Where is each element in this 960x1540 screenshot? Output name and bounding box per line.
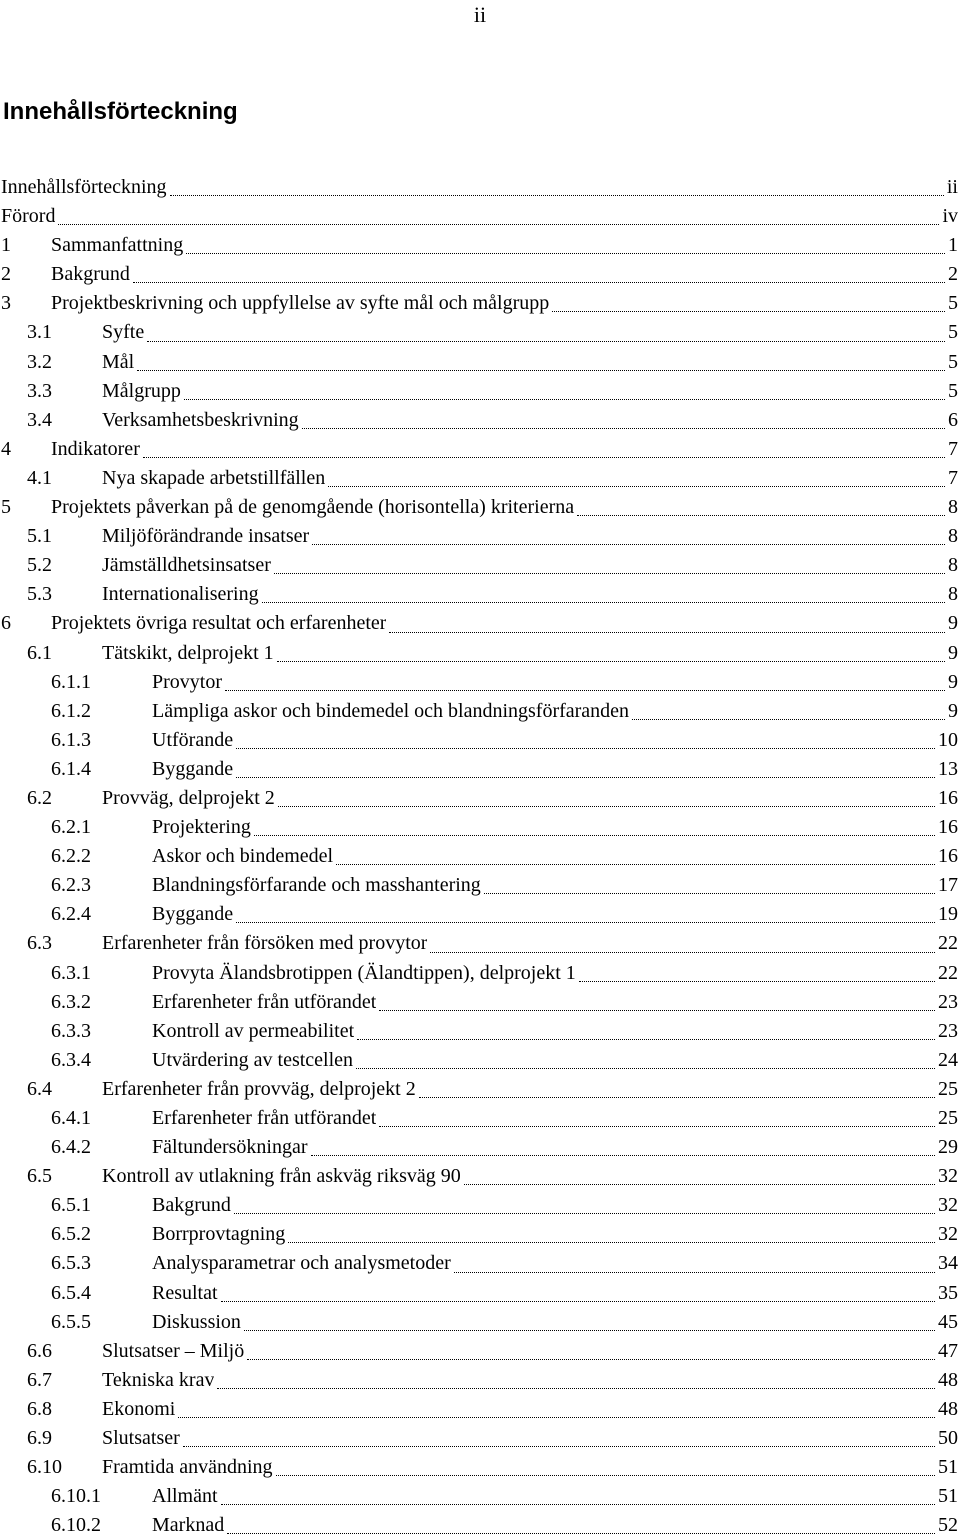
toc-entry-title: Syfte [102,321,145,344]
toc-entry[interactable] [0,784,958,813]
toc-entry[interactable] [0,1511,958,1540]
toc-entry-page: 17 [938,874,958,897]
toc-entry[interactable] [0,318,958,347]
toc-entry[interactable] [0,289,958,318]
toc-entry-title: Projektets övriga resultat och erfarenheter [51,612,387,635]
toc-entry-page: 50 [938,1427,958,1450]
toc-entry-title: Analysparametrar och analysmetoder [152,1252,451,1275]
toc-entry-page: 10 [938,728,958,751]
toc-dot-leader [147,341,945,342]
toc-entry-number: 6.5.3 [51,1252,91,1275]
toc-entry[interactable] [0,464,958,493]
toc-dot-leader [178,1417,935,1418]
toc-entry-title: Blandningsförfarande och masshantering [152,874,481,897]
toc-entry-number: 6.5.4 [51,1281,91,1304]
toc-entry[interactable] [0,1279,958,1308]
toc-dot-leader [579,981,935,982]
toc-entry-number: 6.2.4 [51,903,91,926]
page-title: Innehållsförteckning [3,98,238,125]
toc-dot-leader [328,486,945,487]
toc-entry-page: 9 [948,641,958,664]
toc-entry[interactable] [0,522,958,551]
toc-entry-title: Diskussion [152,1310,241,1333]
toc-entry-number: 6 [1,612,11,635]
toc-entry-title: Provytor [152,670,222,693]
toc-entry-page: 8 [948,583,958,606]
toc-entry-page: 16 [938,845,958,868]
toc-entry-number: 6.3.1 [51,961,91,984]
toc-dot-leader [464,1184,935,1185]
toc-dot-leader [170,195,944,196]
toc-entry-title: Utförande [152,728,234,751]
toc-entry-page: 13 [938,757,958,780]
toc-entry[interactable] [0,406,958,435]
toc-entry[interactable] [0,1337,958,1366]
toc-entry-number: 6.3 [27,932,52,955]
toc-entry-title: Tätskikt, delprojekt 1 [102,641,274,664]
toc-entry-title: Provyta Älandsbrotippen (Älandtippen), delprojekt 1 [152,961,576,984]
toc-entry-title: Lämpliga askor och bindemedel och blandningsförfaranden [152,699,630,722]
toc-entry-page: 5 [948,321,958,344]
toc-entry-title: Byggande [152,903,234,926]
toc-entry-title: Askor och bindemedel [152,845,334,868]
toc-dot-leader [221,1504,935,1505]
toc-entry-title: Mål [102,350,135,373]
toc-entry-number: 5.3 [27,583,52,606]
toc-entry-number: 6.10.1 [51,1485,101,1508]
toc-entry-title: Projektets påverkan på de genomgående (horisontella) kriterierna [51,496,575,519]
toc-entry-page: 35 [938,1281,958,1304]
toc-entry-title: Framtida användning [102,1456,273,1479]
toc-entry-number: 3.3 [27,379,52,402]
toc-entry-number: 6.1.3 [51,728,91,751]
toc-entry-title: Projektering [152,816,251,839]
toc-entry[interactable] [0,1249,958,1278]
toc-dot-leader [225,690,945,691]
toc-entry[interactable] [0,1104,958,1133]
toc-entry-page: 8 [948,554,958,577]
toc-entry-page: iv [942,205,958,228]
toc-entry-page: 22 [938,932,958,955]
toc-entry[interactable] [0,1366,958,1395]
toc-entry-page: 23 [938,1019,958,1042]
toc-entry-number: 6.6 [27,1339,52,1362]
toc-dot-leader [236,748,935,749]
toc-entry-number: 6.1 [27,641,52,664]
toc-entry[interactable] [0,1133,958,1162]
toc-entry-number: 5.1 [27,525,52,548]
toc-entry-page: 23 [938,990,958,1013]
toc-entry[interactable] [0,348,958,377]
toc-entry-page: 24 [938,1048,958,1071]
toc-entry-page: 48 [938,1368,958,1391]
toc-entry-page: 16 [938,786,958,809]
toc-entry[interactable] [0,988,958,1017]
toc-entry[interactable] [0,1191,958,1220]
toc-entry-page: 47 [938,1339,958,1362]
toc-dot-leader [379,1010,935,1011]
toc-entry-title: Resultat [152,1281,218,1304]
toc-entry-page: 45 [938,1310,958,1333]
toc-entry[interactable] [0,1075,958,1104]
toc-entry[interactable] [0,755,958,784]
toc-entry[interactable] [0,871,958,900]
toc-dot-leader [184,399,945,400]
toc-entry-title: Bakgrund [51,263,130,286]
toc-entry-title: Utvärdering av testcellen [152,1048,354,1071]
toc-dot-leader [277,661,945,662]
toc-entry[interactable] [0,1395,958,1424]
toc-dot-leader [454,1272,935,1273]
toc-entry-title: Kontroll av permeabilitet [152,1019,355,1042]
toc-entry-title: Sammanfattning [51,234,184,257]
toc-entry[interactable] [0,726,958,755]
toc-entry-page: 34 [938,1252,958,1275]
toc-dot-leader [389,632,945,633]
toc-entry-number: 6.3.4 [51,1048,91,1071]
toc-dot-leader [278,806,935,807]
toc-entry-page: 9 [948,670,958,693]
toc-entry-number: 5 [1,496,11,519]
toc-entry-title: Bakgrund [152,1194,231,1217]
toc-entry-page: 8 [948,525,958,548]
toc-entry-number: 6.8 [27,1397,52,1420]
toc-entry-page: 19 [938,903,958,926]
toc-entry-number: 3.1 [27,321,52,344]
toc-dot-leader [484,893,935,894]
toc-dot-leader [133,282,945,283]
toc-dot-leader [262,602,945,603]
toc-entry-number: 6.7 [27,1368,52,1391]
toc-entry[interactable] [0,493,958,522]
toc-entry[interactable] [0,1017,958,1046]
toc-entry-title: Projektbeskrivning och uppfyllelse av syfte mål och målgrupp [51,292,550,315]
toc-entry-page: 51 [938,1456,958,1479]
toc-dot-leader [632,719,945,720]
toc-entry-page: 1 [948,234,958,257]
toc-dot-leader [419,1097,935,1098]
toc-entry-page: 8 [948,496,958,519]
toc-entry-number: 6.4.2 [51,1136,91,1159]
toc-entry-number: 6.3.2 [51,990,91,1013]
toc-entry-title: Målgrupp [102,379,181,402]
toc-entry-title: Förord [1,205,56,228]
toc-entry[interactable] [0,639,958,668]
toc-entry-title: Nya skapade arbetstillfällen [102,466,326,489]
toc-dot-leader [236,777,935,778]
toc-entry-page: 9 [948,612,958,635]
toc-entry-page: 25 [938,1107,958,1129]
toc-entry-page: 7 [948,437,958,460]
toc-entry-page: 32 [938,1194,958,1217]
toc-entry-number: 6.5.5 [51,1310,91,1333]
toc-entry-number: 1 [1,234,11,257]
toc-entry[interactable] [0,1046,958,1075]
toc-entry-number: 6.2.3 [51,874,91,897]
toc-entry[interactable] [0,231,958,260]
toc-entry-page: 52 [938,1514,958,1537]
toc-entry[interactable] [0,609,958,638]
toc-entry-number: 6.2.2 [51,845,91,868]
toc-entry[interactable] [0,959,958,988]
toc-entry-title: Tekniska krav [102,1368,215,1391]
toc-entry-page: 51 [938,1485,958,1508]
toc-dot-leader [247,1359,935,1360]
toc-entry-page: 29 [938,1136,958,1159]
toc-dot-leader [379,1126,935,1127]
toc-entry-title: Verksamhetsbeskrivning [102,408,299,431]
toc-entry[interactable] [0,580,958,609]
toc-dot-leader [234,1213,935,1214]
toc-entry-number: 6.5 [27,1165,52,1188]
toc-entry-title: Innehållsförteckning [1,176,167,198]
toc-dot-leader [356,1068,935,1069]
toc-dot-leader [236,922,935,923]
toc-entry[interactable] [0,1453,958,1482]
toc-entry-title: Kontroll av utlakning från askväg riksväg 90 [102,1165,461,1188]
toc-dot-leader [183,1446,935,1447]
toc-entry-page: 22 [938,961,958,984]
toc-dot-leader [217,1388,935,1389]
toc-entry[interactable] [0,697,958,726]
toc-entry-title: Erfarenheter från provväg, delprojekt 2 [102,1077,416,1100]
toc-dot-leader [137,370,945,371]
toc-entry[interactable] [0,900,958,929]
toc-entry-number: 6.4 [27,1077,52,1100]
toc-entry-page: 16 [938,816,958,839]
toc-entry-page: 5 [948,292,958,315]
toc-dot-leader [311,1155,935,1156]
toc-entry-number: 3.2 [27,350,52,373]
toc-dot-leader [227,1533,935,1534]
toc-entry-number: 6.10.2 [51,1514,101,1537]
toc-entry-title: Erfarenheter från försöken med provytor [102,932,428,955]
toc-entry[interactable] [0,842,958,871]
toc-dot-leader [274,573,945,574]
page-number: ii [473,2,487,27]
toc-dot-leader [357,1039,935,1040]
toc-dot-leader [302,428,945,429]
toc-entry[interactable] [0,260,958,289]
toc-entry-page: ii [946,176,958,198]
toc-entry[interactable] [0,435,958,464]
toc-entry[interactable] [0,551,958,580]
toc-entry-page: 7 [948,466,958,489]
table-of-contents [0,173,958,1540]
toc-entry[interactable] [0,1482,958,1511]
toc-entry-title: Byggande [152,757,234,780]
toc-entry-page: 32 [938,1165,958,1188]
toc-entry-number: 2 [1,263,11,286]
toc-entry-title: Miljöförändrande insatser [102,525,310,548]
toc-entry-number: 6.1.2 [51,699,91,722]
toc-entry-title: Slutsatser – Miljö [102,1339,245,1362]
toc-entry-number: 6.2.1 [51,816,91,839]
toc-dot-leader [58,224,939,225]
toc-entry-page: 5 [948,379,958,402]
toc-entry-number: 6.1.4 [51,757,91,780]
toc-dot-leader [552,311,945,312]
toc-dot-leader [336,864,935,865]
toc-entry-page: 32 [938,1223,958,1246]
toc-entry-number: 6.5.2 [51,1223,91,1246]
toc-dot-leader [221,1301,935,1302]
toc-entry-title: Borrprovtagning [152,1223,286,1246]
toc-dot-leader [276,1475,935,1476]
toc-dot-leader [244,1330,935,1331]
toc-entry-page: 6 [948,408,958,431]
toc-entry-title: Provväg, delprojekt 2 [102,786,275,809]
toc-entry[interactable] [0,1220,958,1249]
toc-entry-number: 6.4.1 [51,1107,91,1129]
toc-entry-number: 6.2 [27,786,52,809]
toc-dot-leader [288,1242,935,1243]
toc-entry-number: 6.5.1 [51,1194,91,1217]
toc-entry[interactable] [0,1308,958,1337]
toc-entry[interactable] [0,813,958,842]
toc-entry-number: 3 [1,292,11,315]
toc-entry[interactable] [0,1424,958,1453]
toc-entry-number: 6.9 [27,1427,52,1450]
toc-entry[interactable] [0,173,958,202]
toc-dot-leader [577,515,945,516]
toc-entry-title: Erfarenheter från utförandet [152,990,377,1013]
toc-entry[interactable] [0,929,958,958]
toc-entry-number: 4.1 [27,466,52,489]
toc-entry-number: 5.2 [27,554,52,577]
toc-entry-number: 6.3.3 [51,1019,91,1042]
toc-entry-page: 2 [948,263,958,286]
toc-entry[interactable] [0,668,958,697]
toc-entry[interactable] [0,1162,958,1191]
toc-entry-title: Fältundersökningar [152,1136,308,1159]
toc-entry-number: 3.4 [27,408,52,431]
toc-entry-page: 5 [948,350,958,373]
toc-entry-title: Marknad [152,1514,225,1537]
toc-entry[interactable] [0,377,958,406]
toc-entry-title: Slutsatser [102,1427,180,1450]
toc-entry-page: 9 [948,699,958,722]
toc-entry-page: 25 [938,1077,958,1100]
toc-dot-leader [143,457,945,458]
toc-dot-leader [430,952,935,953]
toc-entry-title: Allmänt [152,1485,218,1508]
toc-entry-title: Indikatorer [51,437,140,460]
toc-entry-title: Jämställdhetsinsatser [102,554,271,577]
toc-dot-leader [254,835,935,836]
toc-entry[interactable] [0,202,958,231]
toc-entry-title: Erfarenheter från utförandet [152,1107,377,1129]
toc-entry-number: 6.1.1 [51,670,91,693]
toc-entry-page: 48 [938,1397,958,1420]
toc-entry-title: Ekonomi [102,1397,176,1420]
toc-dot-leader [186,253,945,254]
toc-dot-leader [312,544,945,545]
toc-entry-number: 4 [1,437,11,460]
toc-entry-number: 6.10 [27,1456,62,1479]
toc-entry-title: Internationalisering [102,583,259,606]
